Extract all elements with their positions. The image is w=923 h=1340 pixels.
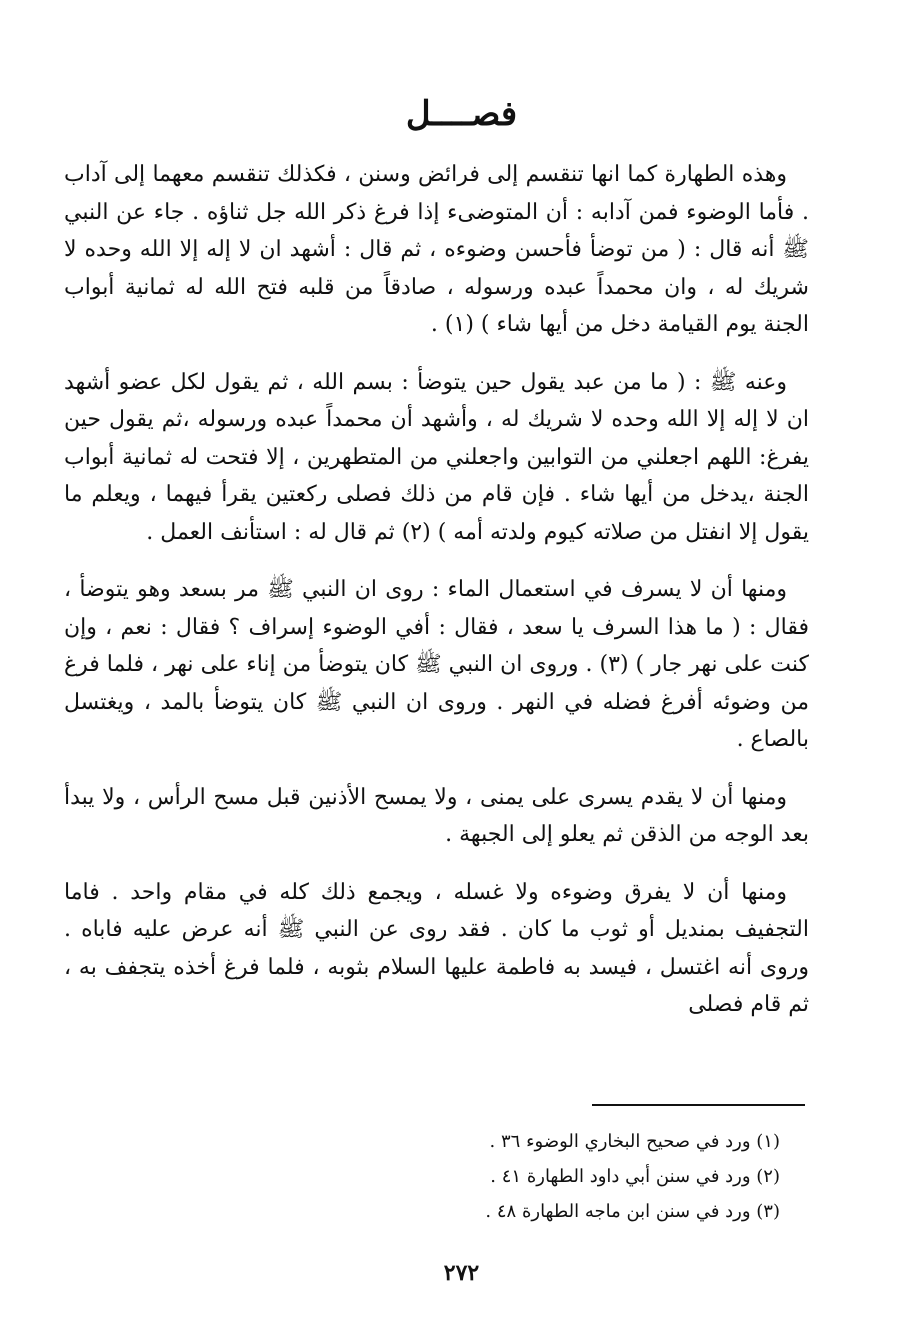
footnote-divider xyxy=(592,1104,805,1106)
footnote: (١) ورد في صحيح البخاري الوضوء ٣٦ . xyxy=(489,1131,780,1152)
footnotes xyxy=(330,1124,780,1229)
footnote: (٢) ورد في سنن أبي داود الطهارة ٤١ . xyxy=(490,1166,780,1187)
footnote: (٣) ورد في سنن ابن ماجه الطهارة ٤٨ . xyxy=(485,1201,780,1222)
paragraph: ومنها أن لا يقدم يسرى على يمنى ، ولا يمسح الأذنين قبل مسح الرأس ، ولا يبدأ بعد الوجه من الذقن ثم يعلو إلى الجبهة . xyxy=(64,784,809,847)
paragraph: وعنه ﷺ : ( ما من عبد يقول حين يتوضأ : بسم الله ، ثم يقول لكل عضو أشهد ان لا إله إلا الله وحده لا شريك له ، وأشهد أن محمداً عبده ورسوله ،ثم يقول حين يفرغ: اللهم اجعلني من التوابين واجعلني من المتطهرين ، إلا فتحت له ثمانية أبواب الجنة ،يدخل من أيها شاء . فإن قام من ذلك فصلى ركعتين يقرأ فيهما ، ويعلم ما يقول إلا انفتل من صلاته كيوم ولدته أمه ) (٢) ثم قال له : استأنف العمل . xyxy=(64,369,809,545)
section-title: فصــــل xyxy=(405,94,518,134)
body-text xyxy=(64,156,809,1044)
paragraph: ومنها أن لا يسرف في استعمال الماء : روى ان النبي ﷺ مر بسعد وهو يتوضأ ، فقال : ( ما هذا السرف يا سعد ، فقال : أفي الوضوء إسراف ؟ فقال : نعم ، وإن كنت على نهر جار ) (٣) . وروى ان النبي ﷺ كان يتوضأ من إناء على نهر ، فلما فرغ من وضوئه أفرغ فضله في النهر . وروى ان النبي ﷺ كان يتوضأ بالمد ، ويغتسل بالصاع . xyxy=(64,577,809,752)
paragraph: وهذه الطهارة كما انها تنقسم إلى فرائض وسنن ، فكذلك تنقسم معهما إلى آداب . فأما الوضوء فمن آدابه : أن المتوضىء إذا فرغ ذكر الله جل ثناؤه . جاء عن النبي ﷺ أنه قال : ( من توضأ فأحسن وضوءه ، ثم قال : أشهد ان لا إله إلا الله وحده لا شريك له ، وان محمداً عبده ورسوله ، صادقاً من قلبه فتح الله له ثمانية أبواب الجنة يوم القيامة دخل من أيها شاء ) (١) . xyxy=(64,162,809,337)
paragraph: ومنها أن لا يفرق وضوءه ولا غسله ، ويجمع ذلك كله في مقام واحد . فاما التجفيف بمنديل أو ثوب ما كان . فقد روى عن النبي ﷺ أنه عرض عليه فاباه . وروى أنه اغتسل ، فيسد به فاطمة عليها السلام بثوبه ، فلما فرغ أخذه يتجفف به ، ثم قام فصلى xyxy=(64,879,809,1017)
page-number: ٢٧٢ xyxy=(443,1260,480,1286)
